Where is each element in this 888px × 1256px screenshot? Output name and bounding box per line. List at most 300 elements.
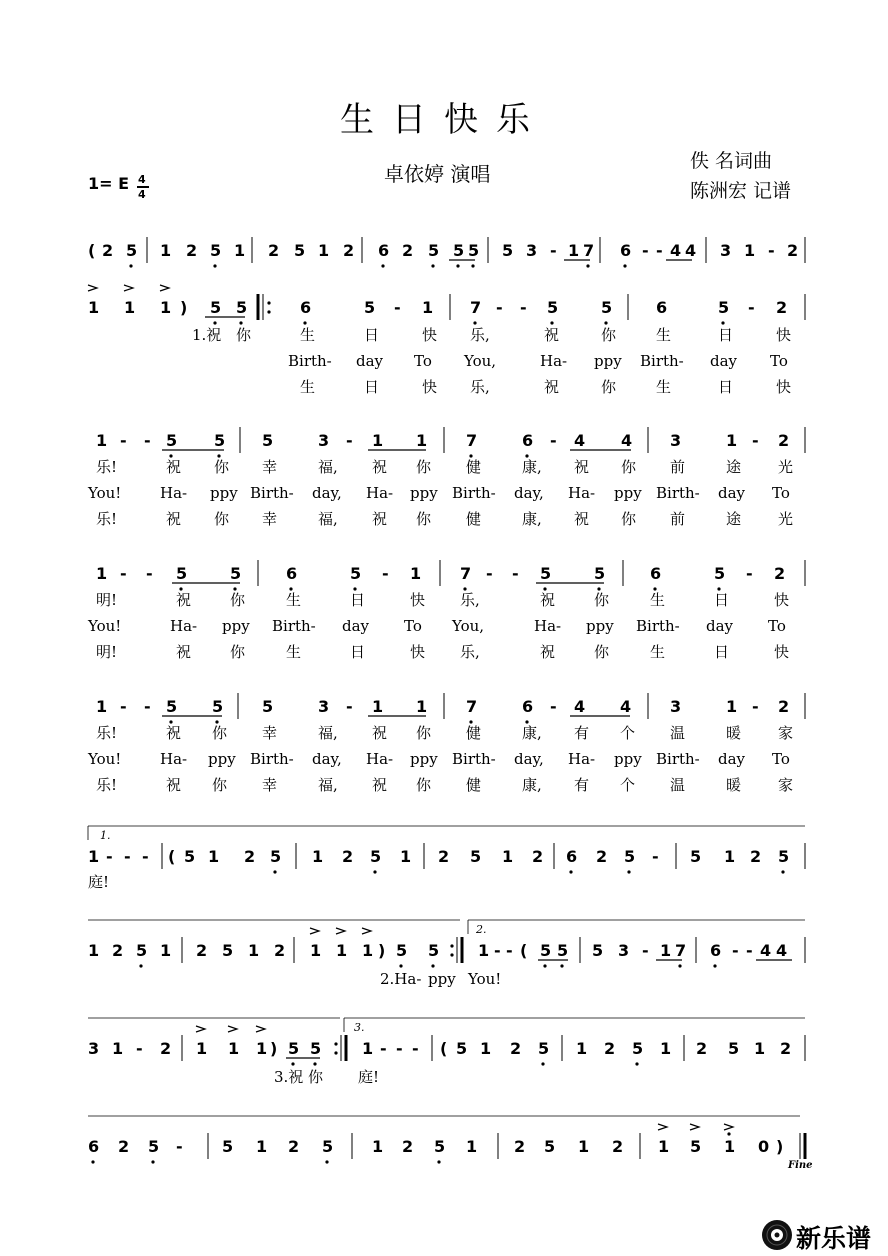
lyric-syllable: Birth- bbox=[640, 352, 684, 370]
note: - bbox=[768, 241, 775, 260]
note: 5 bbox=[624, 847, 636, 866]
lower-octave-dot bbox=[313, 1062, 316, 1065]
lyric-syllable: 生 bbox=[286, 643, 302, 661]
note: 1 bbox=[744, 241, 756, 260]
note: 7 bbox=[675, 941, 687, 960]
accent-mark bbox=[658, 1124, 667, 1130]
note: 5 bbox=[262, 697, 274, 716]
note: 1 bbox=[660, 1039, 672, 1058]
lyric-syllable: 途 bbox=[726, 458, 742, 476]
note: 6 bbox=[88, 1137, 100, 1156]
lyric-syllable: To bbox=[772, 750, 790, 768]
note: 1 bbox=[248, 941, 260, 960]
lyric-syllable: 祝 bbox=[540, 591, 556, 609]
lyric-syllable: 生 bbox=[650, 643, 666, 661]
note: - bbox=[146, 564, 153, 583]
note: 5 bbox=[370, 847, 382, 866]
lyric-syllable: 乐! bbox=[96, 776, 118, 794]
note: ) bbox=[378, 941, 386, 960]
lyric-syllable: ppy bbox=[428, 970, 456, 988]
lower-octave-dot bbox=[151, 1160, 154, 1163]
lower-octave-dot bbox=[586, 264, 589, 267]
lyric-syllable: 乐! bbox=[96, 724, 118, 742]
lyric-syllable: 福, bbox=[318, 724, 338, 742]
note: 2 bbox=[268, 241, 280, 260]
lyric-syllable: Ha- bbox=[366, 484, 394, 502]
note: 2 bbox=[160, 1039, 172, 1058]
lyric-syllable: 个 bbox=[620, 776, 636, 794]
note: ) bbox=[270, 1039, 278, 1058]
lyric-syllable: Ha- bbox=[568, 484, 596, 502]
lyric-syllable: 祝 bbox=[166, 458, 182, 476]
lyric-syllable: 生 bbox=[650, 591, 666, 609]
lyric-syllable: 温 bbox=[670, 776, 686, 794]
lyric-syllable: 祝 bbox=[574, 510, 590, 528]
note: 1 bbox=[256, 1137, 268, 1156]
note: 5 bbox=[540, 941, 552, 960]
note: - bbox=[144, 697, 151, 716]
lyric-syllable: Birth- bbox=[250, 750, 294, 768]
note: 1 bbox=[416, 697, 428, 716]
note: 5 bbox=[396, 941, 408, 960]
note: - bbox=[494, 941, 501, 960]
note: 6 bbox=[710, 941, 722, 960]
note: 5 bbox=[601, 298, 613, 317]
song-title: 生日快乐 bbox=[340, 100, 548, 140]
lyric-syllable: Ha- bbox=[160, 484, 188, 502]
lyric-syllable: 健 bbox=[466, 510, 482, 528]
vinyl-record-icon bbox=[760, 1218, 794, 1252]
note: - bbox=[120, 431, 127, 450]
lyric-syllable: You, bbox=[464, 352, 497, 370]
accent-mark bbox=[124, 285, 133, 291]
note: 1 bbox=[88, 298, 100, 317]
lyric-syllable: 你 bbox=[416, 724, 432, 742]
note: 5 bbox=[222, 941, 234, 960]
note: 1 bbox=[160, 941, 172, 960]
lower-octave-dot bbox=[399, 964, 402, 967]
lower-octave-dot bbox=[431, 264, 434, 267]
note: 1 bbox=[410, 564, 422, 583]
accent-mark bbox=[88, 285, 97, 291]
note: 7 bbox=[460, 564, 472, 583]
note: 1 bbox=[372, 1137, 384, 1156]
note: - bbox=[176, 1137, 183, 1156]
note: 2 bbox=[776, 298, 788, 317]
note: 5 bbox=[294, 241, 306, 260]
lyric-syllable: 祝 bbox=[544, 378, 560, 396]
lyric-syllable: 温 bbox=[670, 724, 686, 742]
note: 2 bbox=[780, 1039, 792, 1058]
lyric-syllable: 祝 bbox=[166, 724, 182, 742]
note: 6 bbox=[286, 564, 298, 583]
note: 5 bbox=[468, 241, 480, 260]
lyric-syllable: 祝 bbox=[176, 643, 192, 661]
lyric-syllable: You! bbox=[88, 617, 122, 635]
note: 1 bbox=[422, 298, 434, 317]
note: 2 bbox=[274, 941, 286, 960]
note: 1 bbox=[466, 1137, 478, 1156]
lyric-syllable: 日 bbox=[714, 591, 730, 609]
lyric-syllable: 日 bbox=[718, 326, 734, 344]
lyric-syllable: day bbox=[718, 750, 746, 768]
note: 2 bbox=[750, 847, 762, 866]
note: 1 bbox=[568, 241, 580, 260]
repeat-dot bbox=[267, 310, 270, 313]
upper-octave-dot bbox=[727, 1132, 730, 1135]
singer-credit: 卓依婷 演唱 bbox=[384, 162, 491, 186]
note: 7 bbox=[466, 697, 478, 716]
note: 1 bbox=[312, 847, 324, 866]
repeat-dot bbox=[334, 1051, 337, 1054]
lyric-syllable: You! bbox=[88, 484, 122, 502]
lower-octave-dot bbox=[291, 1062, 294, 1065]
note: - bbox=[652, 847, 659, 866]
note: 2 bbox=[696, 1039, 708, 1058]
note: 3 bbox=[618, 941, 630, 960]
lower-octave-dot bbox=[303, 321, 306, 324]
lyric-syllable: Ha- bbox=[170, 617, 198, 635]
lower-octave-dot bbox=[471, 264, 474, 267]
note: - bbox=[144, 431, 151, 450]
note: - bbox=[124, 847, 131, 866]
lyric-syllable: 有 bbox=[574, 724, 590, 742]
note: 4 bbox=[621, 431, 633, 450]
composer-credit: 佚 名词曲 bbox=[690, 150, 773, 172]
accent-mark bbox=[160, 285, 169, 291]
note: 1 bbox=[88, 847, 100, 866]
note: 1 bbox=[234, 241, 246, 260]
note: ( bbox=[440, 1039, 448, 1058]
lyric-syllable: day bbox=[706, 617, 734, 635]
note: 2 bbox=[102, 241, 114, 260]
note: 3 bbox=[670, 431, 682, 450]
note: 2 bbox=[342, 847, 354, 866]
lyric-syllable: day, bbox=[312, 484, 342, 502]
lyric-syllable: 健 bbox=[466, 776, 482, 794]
note: - bbox=[496, 298, 503, 317]
note: 5 bbox=[538, 1039, 550, 1058]
lower-octave-dot bbox=[239, 321, 242, 324]
lyric-syllable: ppy bbox=[410, 750, 438, 768]
lyric-syllable: 途 bbox=[726, 510, 742, 528]
note: 7 bbox=[583, 241, 595, 260]
lyric-syllable: 健 bbox=[466, 458, 482, 476]
lower-octave-dot bbox=[604, 321, 607, 324]
note: 4 bbox=[776, 941, 788, 960]
note: - bbox=[550, 697, 557, 716]
lyric-syllable: 祝 bbox=[372, 458, 388, 476]
note: 4 bbox=[574, 431, 586, 450]
lyric-syllable: 祝 bbox=[372, 776, 388, 794]
accent-mark bbox=[228, 1026, 237, 1032]
note: ( bbox=[168, 847, 176, 866]
lower-octave-dot bbox=[543, 964, 546, 967]
lower-octave-dot bbox=[569, 870, 572, 873]
lyric-syllable: 康, bbox=[522, 458, 542, 476]
repeat-dot bbox=[334, 1042, 337, 1045]
note: 4 bbox=[670, 241, 682, 260]
note: - bbox=[550, 431, 557, 450]
lyric-syllable: Birth- bbox=[272, 617, 316, 635]
note: 5 bbox=[718, 298, 730, 317]
transcriber-credit: 陈洲宏 记谱 bbox=[690, 180, 792, 202]
note: - bbox=[732, 941, 739, 960]
lyric-syllable: Ha- bbox=[568, 750, 596, 768]
note: 4 bbox=[620, 697, 632, 716]
note: - bbox=[396, 1039, 403, 1058]
lyric-syllable: 祝 bbox=[166, 510, 182, 528]
note: 1 bbox=[480, 1039, 492, 1058]
note: 5 bbox=[126, 241, 138, 260]
lyric-syllable: 你 bbox=[621, 458, 637, 476]
lyric-syllable: 快 bbox=[410, 591, 426, 609]
lyric-syllable: 明! bbox=[96, 591, 118, 609]
lower-octave-dot bbox=[91, 1160, 94, 1163]
lyric-syllable: 幸 bbox=[262, 776, 278, 794]
note: 1 bbox=[256, 1039, 268, 1058]
note: 5 bbox=[690, 1137, 702, 1156]
lyric-syllable: 祝 bbox=[540, 643, 556, 661]
note: 1 bbox=[576, 1039, 588, 1058]
lower-octave-dot bbox=[560, 964, 563, 967]
note: 5 bbox=[212, 697, 224, 716]
note: 5 bbox=[690, 847, 702, 866]
lyric-syllable: 暖 bbox=[726, 724, 742, 742]
note: 7 bbox=[466, 431, 478, 450]
lyric-syllable: 前 bbox=[670, 458, 686, 476]
lyric-syllable: 暖 bbox=[726, 776, 742, 794]
lyric-syllable: To bbox=[770, 352, 788, 370]
lyric-syllable: 祝 bbox=[544, 326, 560, 344]
lyric-syllable: 乐, bbox=[460, 643, 480, 661]
lyric-syllable: 1.祝 bbox=[192, 326, 222, 344]
note: 2 bbox=[343, 241, 355, 260]
note: ) bbox=[776, 1137, 784, 1156]
lower-octave-dot bbox=[213, 321, 216, 324]
note: 5 bbox=[632, 1039, 644, 1058]
lyric-syllable: You! bbox=[88, 750, 122, 768]
note: 2 bbox=[612, 1137, 624, 1156]
note: 5 bbox=[544, 1137, 556, 1156]
lyric-syllable: 日 bbox=[364, 378, 380, 396]
lyric-syllable: day, bbox=[312, 750, 342, 768]
note: 7 bbox=[470, 298, 482, 317]
lyric-syllable: 幸 bbox=[262, 458, 278, 476]
note: 1 bbox=[228, 1039, 240, 1058]
note: 1 bbox=[208, 847, 220, 866]
note: 5 bbox=[428, 941, 440, 960]
note: 3 bbox=[670, 697, 682, 716]
note: 1 bbox=[362, 1039, 374, 1058]
note: - bbox=[752, 697, 759, 716]
lyric-syllable: 康, bbox=[522, 776, 542, 794]
note: 1 bbox=[310, 941, 322, 960]
note: 5 bbox=[778, 847, 790, 866]
lyric-syllable: Birth- bbox=[250, 484, 294, 502]
note: 1 bbox=[160, 241, 172, 260]
lyric-syllable: 生 bbox=[286, 591, 302, 609]
lyric-syllable: 前 bbox=[670, 510, 686, 528]
note: 2 bbox=[438, 847, 450, 866]
note: 2 bbox=[112, 941, 124, 960]
note: 2 bbox=[778, 697, 790, 716]
lyric-syllable: 你 bbox=[416, 458, 432, 476]
note: 2 bbox=[402, 241, 414, 260]
note: 2 bbox=[532, 847, 544, 866]
note: - bbox=[346, 431, 353, 450]
note: 5 bbox=[557, 941, 569, 960]
note: 4 bbox=[760, 941, 772, 960]
note: - bbox=[120, 564, 127, 583]
lyric-syllable: 你 bbox=[601, 326, 617, 344]
note: ( bbox=[88, 241, 96, 260]
note: 5 bbox=[728, 1039, 740, 1058]
note: 2 bbox=[244, 847, 256, 866]
note: 3 bbox=[318, 431, 330, 450]
note: 5 bbox=[502, 241, 514, 260]
note: 5 bbox=[148, 1137, 160, 1156]
lyric-syllable: 日 bbox=[718, 378, 734, 396]
lyric-syllable: 你 bbox=[212, 724, 228, 742]
note: 5 bbox=[547, 298, 559, 317]
note: - bbox=[746, 564, 753, 583]
lower-octave-dot bbox=[541, 1062, 544, 1065]
lyric-syllable: ppy bbox=[208, 750, 236, 768]
note: 5 bbox=[453, 241, 465, 260]
note: 5 bbox=[592, 941, 604, 960]
note: 1 bbox=[362, 941, 374, 960]
lower-octave-dot bbox=[213, 264, 216, 267]
note: 5 bbox=[364, 298, 376, 317]
lyric-syllable: 日 bbox=[350, 591, 366, 609]
time-signature-bottom: 4 bbox=[138, 188, 146, 201]
lower-octave-dot bbox=[550, 321, 553, 324]
lyric-syllable: 你 bbox=[230, 643, 246, 661]
note: 3 bbox=[318, 697, 330, 716]
lyric-syllable: 你 bbox=[594, 643, 610, 661]
lyric-syllable: Birth- bbox=[656, 484, 700, 502]
lower-octave-dot bbox=[373, 870, 376, 873]
note: 5 bbox=[270, 847, 282, 866]
note: 1 bbox=[196, 1039, 208, 1058]
lyric-syllable: 有 bbox=[574, 776, 590, 794]
lower-octave-dot bbox=[678, 964, 681, 967]
lyric-syllable: 你 bbox=[416, 776, 432, 794]
note: - bbox=[382, 564, 389, 583]
lyric-syllable: 祝 bbox=[166, 776, 182, 794]
note: 6 bbox=[378, 241, 390, 260]
note: 2 bbox=[604, 1039, 616, 1058]
lyric-syllable: day, bbox=[514, 484, 544, 502]
lyric-syllable: 快 bbox=[774, 643, 790, 661]
lyric-syllable: You! bbox=[468, 970, 502, 988]
lower-octave-dot bbox=[273, 870, 276, 873]
lower-octave-dot bbox=[721, 321, 724, 324]
lyric-syllable: ppy bbox=[222, 617, 250, 635]
note: - bbox=[512, 564, 519, 583]
note: 3 bbox=[88, 1039, 100, 1058]
note: 1 bbox=[372, 697, 384, 716]
note: 2 bbox=[510, 1039, 522, 1058]
lower-octave-dot bbox=[781, 870, 784, 873]
lyric-syllable: Birth- bbox=[636, 617, 680, 635]
note: 1 bbox=[726, 431, 738, 450]
note: 1 bbox=[726, 697, 738, 716]
lyric-syllable: You, bbox=[452, 617, 485, 635]
note: ( bbox=[520, 941, 528, 960]
note: 5 bbox=[136, 941, 148, 960]
note: 5 bbox=[322, 1137, 334, 1156]
accent-mark bbox=[362, 928, 371, 934]
note: 1 bbox=[88, 941, 100, 960]
lyric-syllable: 幸 bbox=[262, 510, 278, 528]
lyric-syllable: To bbox=[414, 352, 432, 370]
note: 5 bbox=[222, 1137, 234, 1156]
note: 5 bbox=[262, 431, 274, 450]
lyric-syllable: ppy bbox=[594, 352, 622, 370]
lyric-syllable: 庭! bbox=[88, 873, 110, 891]
lower-octave-dot bbox=[129, 264, 132, 267]
lyric-syllable: 祝 bbox=[372, 724, 388, 742]
lyric-syllable: ppy bbox=[614, 484, 642, 502]
note: 1 bbox=[112, 1039, 124, 1058]
note: 1 bbox=[318, 241, 330, 260]
lyric-syllable: 祝 bbox=[372, 510, 388, 528]
note: 1 bbox=[160, 298, 172, 317]
lyric-syllable: 生 bbox=[656, 378, 672, 396]
note: 2 bbox=[774, 564, 786, 583]
lower-octave-dot bbox=[139, 964, 142, 967]
lyric-syllable: 日 bbox=[350, 643, 366, 661]
lyric-syllable: Birth- bbox=[656, 750, 700, 768]
note: 5 bbox=[594, 564, 606, 583]
lower-octave-dot bbox=[713, 964, 716, 967]
note: 6 bbox=[566, 847, 578, 866]
note: 2 bbox=[402, 1137, 414, 1156]
note: 5 bbox=[184, 847, 196, 866]
note: 1 bbox=[416, 431, 428, 450]
lower-octave-dot bbox=[635, 1062, 638, 1065]
lyric-syllable: 你 bbox=[308, 1068, 324, 1086]
lyric-syllable: 幸 bbox=[262, 724, 278, 742]
accent-mark bbox=[256, 1026, 265, 1032]
note: 6 bbox=[620, 241, 632, 260]
repeat-dot bbox=[450, 953, 453, 956]
lyric-syllable: Ha- bbox=[540, 352, 568, 370]
lyric-syllable: day, bbox=[514, 750, 544, 768]
note: 2 bbox=[196, 941, 208, 960]
note: 5 bbox=[176, 564, 188, 583]
lyric-syllable: 祝 bbox=[574, 458, 590, 476]
note: 2 bbox=[186, 241, 198, 260]
lyric-syllable: 你 bbox=[621, 510, 637, 528]
lyric-syllable: To bbox=[404, 617, 422, 635]
repeat-dot bbox=[450, 944, 453, 947]
lyric-syllable: 乐, bbox=[460, 591, 480, 609]
lyric-syllable: 你 bbox=[230, 591, 246, 609]
note: 5 bbox=[470, 847, 482, 866]
note: 4 bbox=[574, 697, 586, 716]
note: 3 bbox=[526, 241, 538, 260]
lyric-syllable: 你 bbox=[212, 776, 228, 794]
lyric-syllable: 祝 bbox=[176, 591, 192, 609]
note: - bbox=[120, 697, 127, 716]
lower-octave-dot bbox=[325, 1160, 328, 1163]
note: 6 bbox=[650, 564, 662, 583]
lyric-syllable: 生 bbox=[300, 326, 316, 344]
lyric-syllable: ppy bbox=[410, 484, 438, 502]
